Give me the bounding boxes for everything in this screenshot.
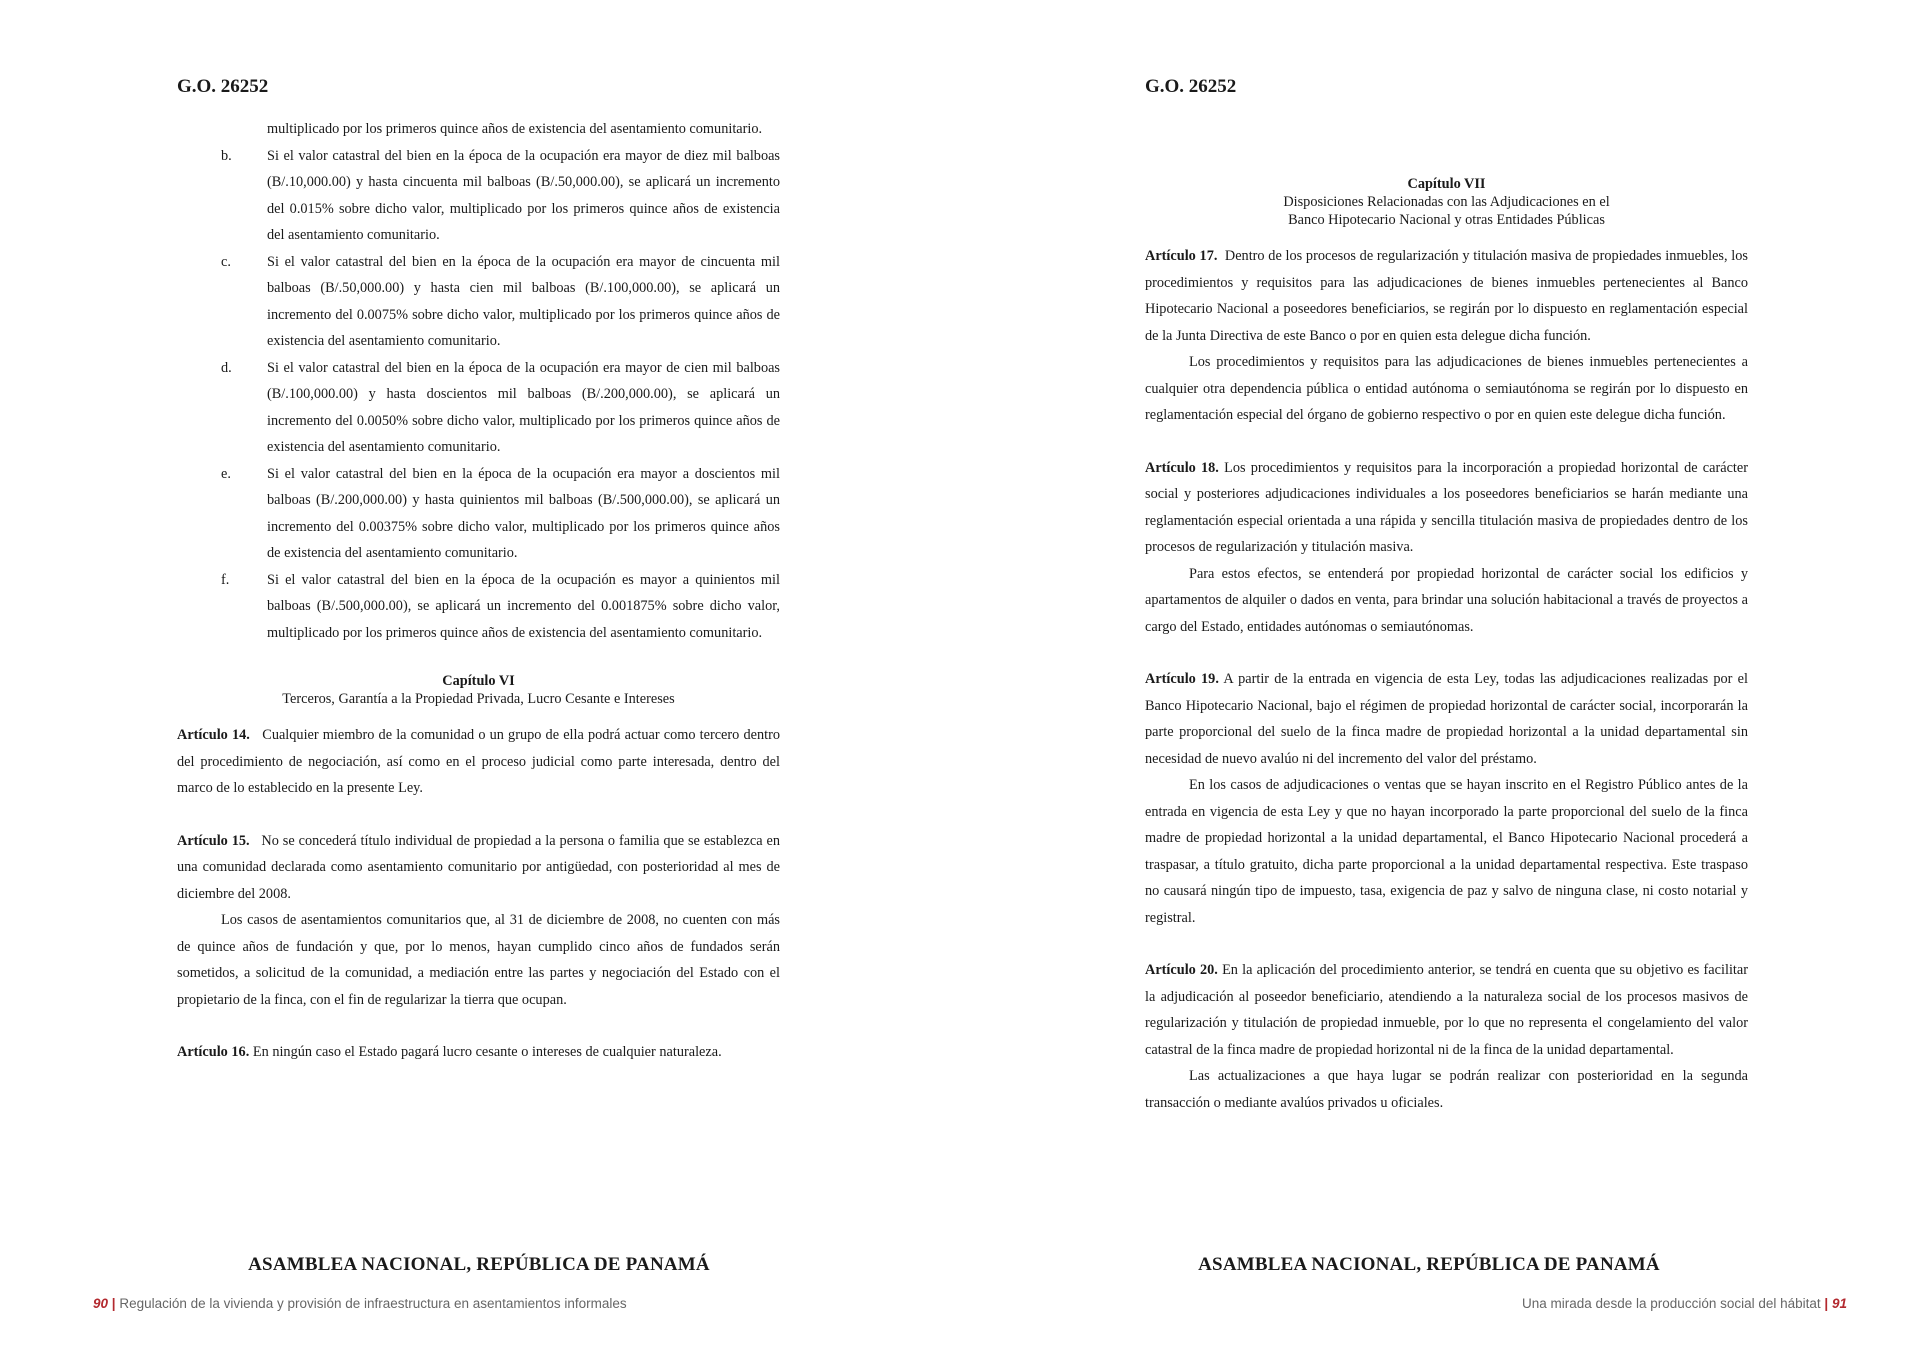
item-letter: f. (221, 571, 230, 588)
article-text: No se concederá título individual de propiedad a la persona o familia que se establezca en una comunidad declarada como asentamiento comunitario por antigüedad, con posterioridad al mes de diciembre del 2008. (177, 832, 780, 902)
article-text: En la aplicación del procedimiento anterior, se tendrá en cuenta que su objetivo es facilitar la adjudicación al poseedor beneficiario, atendiendo a la naturaleza social de los procesos masivos de regularización y titulación de propiedad inmueble, por lo que no representa el congelamiento del valor catastral de la finca madre de propiedad horizontal ni de la finca de la unidad departamental. (1145, 962, 1748, 1058)
spacer (177, 708, 780, 722)
page-footer (1522, 1296, 1847, 1311)
article-14 (177, 722, 780, 802)
article-label: Artículo 17. (1145, 248, 1218, 264)
spacer (177, 1013, 780, 1039)
page-footer (93, 1296, 627, 1311)
article-label: Artículo 14. (177, 727, 250, 743)
article-17-paragraph-2: Los procedimientos y requisitos para las adjudicaciones de bienes inmuebles pertenecientes a cualquier otra dependencia pública o entidad autónoma o semiautónoma se regirán por lo dispuesto en reglamentación especial del órgano de gobierno respectivo o por en quien este delegue dicha función. (1145, 354, 1748, 423)
article-text: Cualquier miembro de la comunidad o un grupo de ella podrá actuar como tercero dentro del procedimiento de negociación, así como en el proceso judicial como parte interesada, dentro del marco de lo establecido en la presente Ley. (177, 727, 780, 796)
item-text: Si el valor catastral del bien en la época de la ocupación era mayor de diez mil balboas (B/.10,000.00) y hasta cincuenta mil balboas (B/.50,000.00), se aplicará un incremento del 0.015% sobre dicho valor, multiplicado por los primeros quince años de existencia del asentamiento comunitario. (267, 147, 780, 243)
chapter-subtitle-line-2: Banco Hipotecario Nacional y otras Entidades Públicas (1288, 212, 1605, 228)
article-19-paragraph-2: En los casos de adjudicaciones o ventas que se hayan inscrito en el Registro Público antes de la entrada en vigencia de esta Ley y que no hayan incorporado la parte proporcional del suelo de la finca madre de propiedad horizontal a la unidad departamental, el Banco Hipotecario Nacional procederá a traspasar, a título gratuito, dicha parte proporcional a la unidad departamental respectiva. Este traspaso no causará ningún tipo de impuesto, tasa, exigencia de paz y salvo de ninguna clase, ni costo notarial y registral. (1145, 777, 1748, 926)
item-text: multiplicado por los primeros quince años de existencia del asentamiento comunitario. (267, 121, 763, 137)
spacer (177, 646, 780, 672)
gazette-number: G.O. 26252 (1145, 76, 1237, 97)
spacer (177, 802, 780, 828)
list-item (177, 355, 780, 461)
article-15-paragraph-2: Los casos de asentamientos comunitarios que, al 31 de diciembre de 2008, no cuenten con más de quince años de fundación y que, por lo menos, hayan cumplido cinco años de fundados serán sometidos, a solicitud de la comunidad, a mediación entre las partes y negociación del Estado con el propietario de la finca, con el fin de regularizar la tierra que ocupan. (177, 912, 780, 1008)
footer-separator: | (111, 1296, 116, 1311)
article-19 (1145, 666, 1748, 772)
list-item (177, 143, 780, 249)
article-label: Artículo 15. (177, 832, 250, 849)
item-text: Si el valor catastral del bien en la época de la ocupación era mayor de cien mil balboas (B/.100,000.00) y hasta doscientos mil balboas (B/.200,000.00), se aplicará un incremento del 0.0050% sobre dicho valor, multiplicado por los primeros quince años de existencia del asentamiento comunitario. (267, 359, 780, 455)
spacer (1145, 229, 1748, 243)
spacer (1145, 429, 1748, 455)
page-number: 90 (93, 1296, 109, 1311)
footer-text: Regulación de la vivienda y provisión de infraestructura en asentamientos informales (119, 1296, 627, 1311)
chapter-subtitle-line-1: Disposiciones Relacionadas con las Adjudicaciones en el (1283, 194, 1610, 210)
chapter-title: Capítulo VII (1407, 176, 1486, 192)
article-text: Los procedimientos y requisitos para la incorporación a propiedad horizontal de carácter social y posteriores adjudicaciones individuales a los poseedores beneficiarios se harán mediante una reglamentación especial orientada a una rápida y sencilla titulación masiva de propiedades dentro de los procesos de regularización y titulación masiva. (1145, 459, 1748, 555)
list-item (177, 461, 780, 567)
page-number: 91 (1831, 1296, 1847, 1311)
gazette-number: G.O. 26252 (177, 76, 269, 97)
article-label: Artículo 18. (1145, 459, 1219, 476)
article-text: A partir de la entrada en vigencia de esta Ley, todas las adjudicaciones realizadas por el Banco Hipotecario Nacional, bajo el régimen de propiedad horizontal de carácter social, incorporarán la parte proporcional del suelo de la finca madre de propiedad horizontal a la unidad departamental sin necesidad de nuevo avalúo ni del incremento del valor del préstamo. (1145, 671, 1748, 767)
item-letter: e. (221, 465, 231, 482)
left-page-body (177, 116, 780, 1066)
list-item-continuation (177, 116, 780, 143)
spacer (1145, 931, 1748, 957)
footer-text: Una mirada desde la producción social del hábitat (1521, 1296, 1821, 1311)
chapter-title: Capítulo VI (442, 673, 515, 689)
list-item (177, 567, 780, 647)
article-16 (177, 1039, 780, 1066)
article-18-paragraph-2: Para estos efectos, se entenderá por propiedad horizontal de carácter social los edificios y apartamentos de alquiler o dados en venta, para brindar una solución habitacional a través de proyectos a cargo del Estado, entidades autónomas o semiautónomas. (1145, 565, 1748, 635)
list-item (177, 249, 780, 355)
article-15 (177, 828, 780, 908)
chapter-heading (1145, 175, 1748, 229)
chapter-subtitle: Terceros, Garantía a la Propiedad Privada, Lucro Cesante e Intereses (282, 691, 675, 707)
item-text: Si el valor catastral del bien en la época de la ocupación era mayor de cincuenta mil balboas (B/.50,000.00) y hasta cien mil balboas (B/.100,000.00), se aplicará un incremento del 0.0075% sobre dicho valor, multiplicado por los primeros quince años de existencia del asentamiento comunitario. (267, 253, 780, 349)
article-text: Dentro de los procesos de regularización y titulación masiva de propiedades inmuebles, los procedimientos y requisitos para las adjudicaciones de bienes inmuebles pertenecientes al Banco Hipotecario Nacional a poseedores beneficiarios, se regirán por lo dispuesto en reglamentación especial de la Junta Directiva de este Banco o por en quien esta delegue dicha función. (1145, 248, 1748, 344)
article-label: Artículo 19. (1145, 671, 1219, 687)
article-label: Artículo 16. (177, 1044, 250, 1060)
chapter-heading (177, 672, 780, 708)
article-20 (1145, 957, 1748, 1063)
assembly-footer-title: ASAMBLEA NACIONAL, REPÚBLICA DE PANAMÁ (1198, 1254, 1660, 1275)
footer-separator: | (1824, 1296, 1829, 1311)
right-page (960, 0, 1920, 1358)
article-17 (1145, 243, 1748, 349)
article-label: Artículo 20. (1145, 962, 1218, 978)
item-text: Si el valor catastral del bien en la época de la ocupación era mayor a doscientos mil balboas (B/.200,000.00) y hasta quinientos mil balboas (B/.500,000.00), se aplicará un incremento del 0.00375% sobre dicho valor, multiplicado por los primeros quince años de existencia del asentamiento comunitario. (267, 465, 780, 561)
item-letter: c. (221, 253, 231, 270)
article-20-paragraph-2: Las actualizaciones a que haya lugar se podrán realizar con posterioridad en la segunda transacción o mediante avalúos privados u oficiales. (1145, 1068, 1748, 1111)
right-page-body (1145, 175, 1748, 1116)
item-text: Si el valor catastral del bien en la época de la ocupación es mayor a quinientos mil balboas (B/.500,000.00), se aplicará un incremento del 0.001875% sobre dicho valor, multiplicado por los primeros quince años de existencia del asentamiento comunitario. (267, 571, 780, 641)
article-18 (1145, 455, 1748, 561)
item-letter: d. (221, 359, 232, 376)
spacer (1145, 640, 1748, 666)
item-letter: b. (221, 147, 232, 164)
article-text: En ningún caso el Estado pagará lucro cesante o intereses de cualquier naturaleza. (252, 1044, 722, 1060)
assembly-footer-title: ASAMBLEA NACIONAL, REPÚBLICA DE PANAMÁ (248, 1254, 710, 1275)
